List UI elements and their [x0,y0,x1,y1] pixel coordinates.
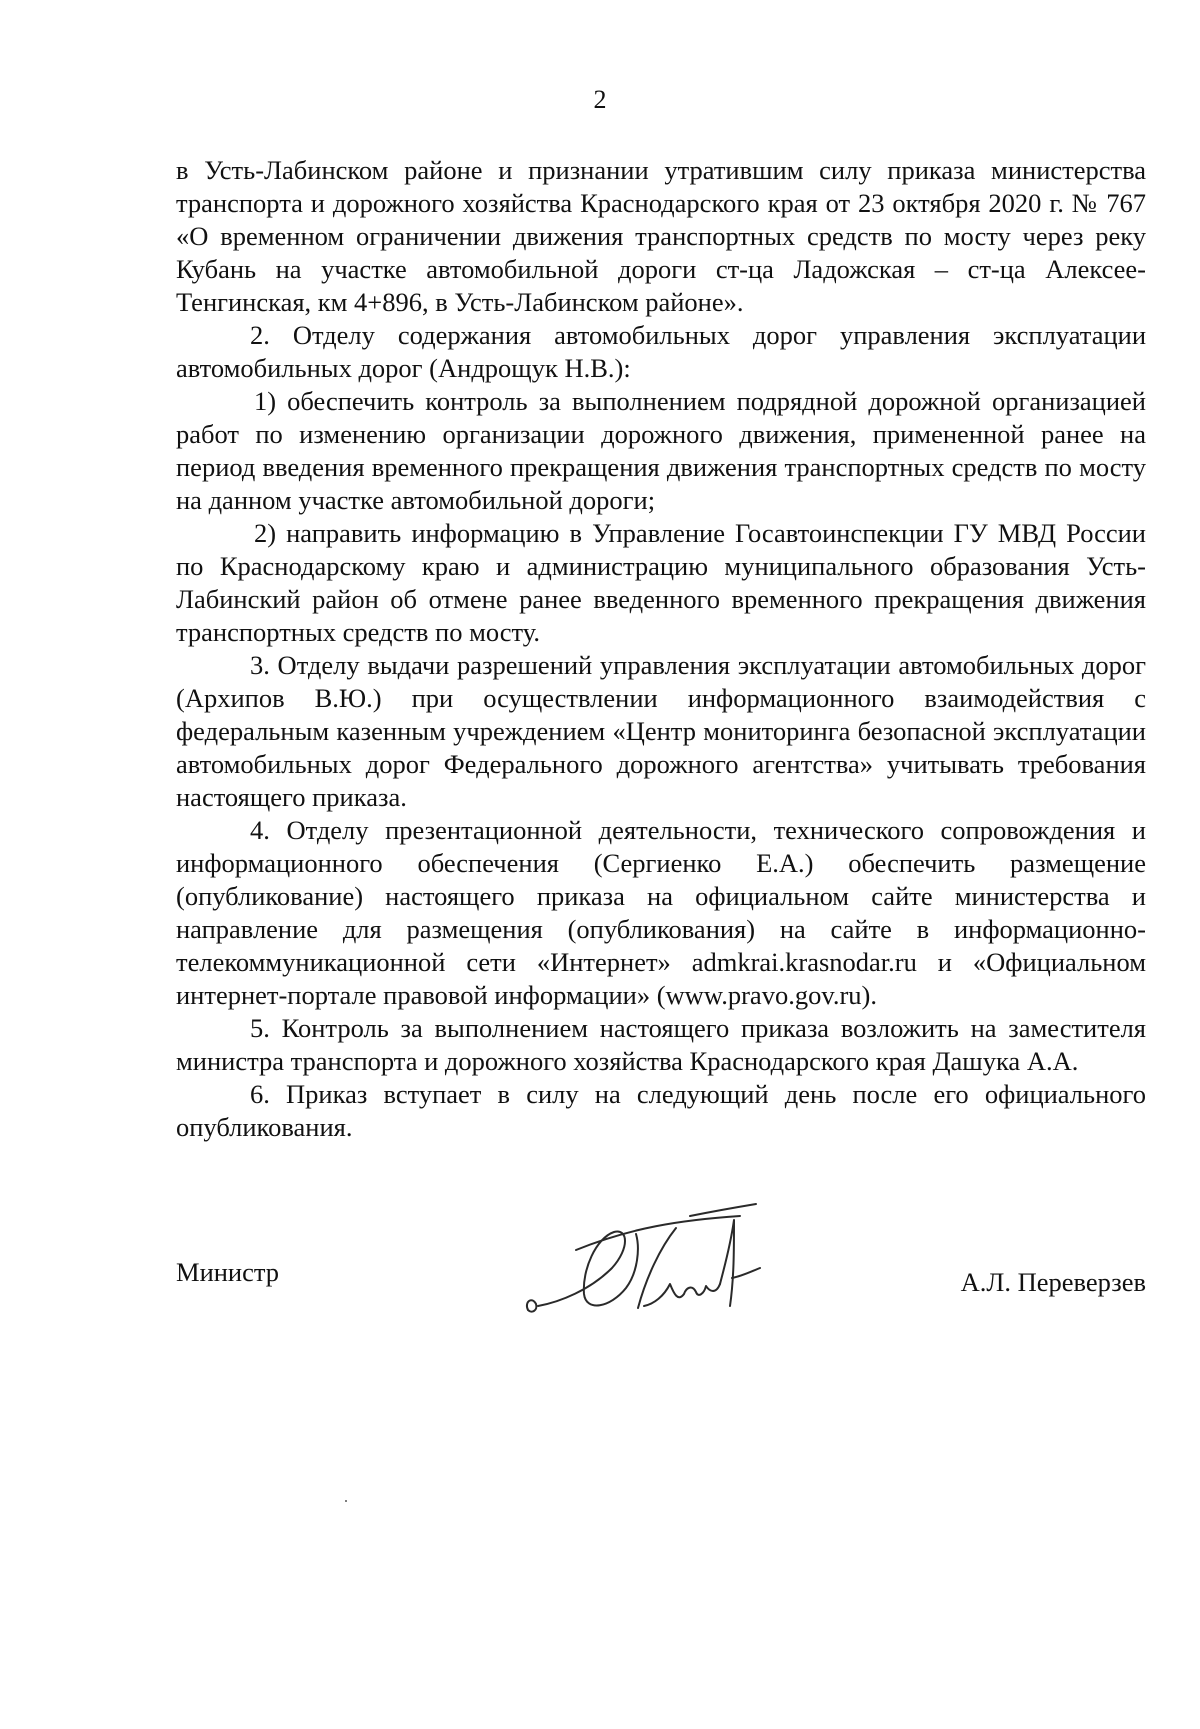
signature-block [176,1240,1146,1350]
paragraph-item-5: 5. Контроль за выполнением настоящего приказа возложить на заместителя министра транспорта и дорожного хозяйства Краснодарского края Дашука А.А. [176,1013,1146,1076]
scan-speck [345,1500,347,1502]
handwritten-signature-icon [520,1198,790,1328]
paragraph-item-6: 6. Приказ вступает в силу на следующий день после его официального опубликования. [176,1079,1146,1142]
paragraph-item-3: 3. Отделу выдачи разрешений управления эксплуатации автомобильных дорог (Архипов В.Ю.) при осуществлении информационного взаимодействия с федеральным казенным учреждением «Центр мониторинга безопасной эксплуатации автомобильных дорог Федерального дорожного агентства» учитывать требования настоящего приказа. [176,650,1146,812]
paragraph-continuation: в Усть-Лабинском районе и признании утратившим силу приказа министерства транспорта и дорожного хозяйства Краснодарского края от 23 октября 2020 г. № 767 «О временном ограничении движения транспортных средств по мосту через реку Кубань на участке автомобильной дороги ст-ца Ладожская – ст-ца Алексее-Тенгинская, км 4+896, в Усть-Лабинском районе». [176,155,1146,317]
paragraph-item-4: 4. Отделу презентационной деятельности, технического сопровождения и информационного обеспечения (Сергиенко Е.А.) обеспечить размещение (опубликование) настоящего приказа на официальном сайте министерства и направление для размещения (опубликования) на сайте в информационно-телекоммуникационной сети «Интернет» admkrai.krasnodar.ru и «Официальном интернет-портале правовой информации» (www.pravo.gov.ru). [176,815,1146,1010]
paragraph-subitem-2: 2) направить информацию в Управление Госавтоинспекции ГУ МВД России по Краснодарскому краю и администрацию муниципального образования Усть-Лабинский район об отмене ранее введенного временного прекращения движения транспортных средств по мосту. [176,518,1146,647]
page-number: 2 [593,85,607,114]
paragraph-subitem-1: 1) обеспечить контроль за выполнением подрядной дорожной организацией работ по изменению организации дорожного движения, примененной ранее на период введения временного прекращения движения транспортных средств по мосту на данном участке автомобильной дороги; [176,386,1146,515]
signatory-name: А.Л. Переверзев [960,1267,1146,1297]
paragraph-item-2: 2. Отделу содержания автомобильных дорог управления эксплуатации автомобильных дорог (Андрощук Н.В.): [176,320,1146,383]
signatory-position: Министр [176,1257,280,1287]
document-body [176,154,1146,1144]
